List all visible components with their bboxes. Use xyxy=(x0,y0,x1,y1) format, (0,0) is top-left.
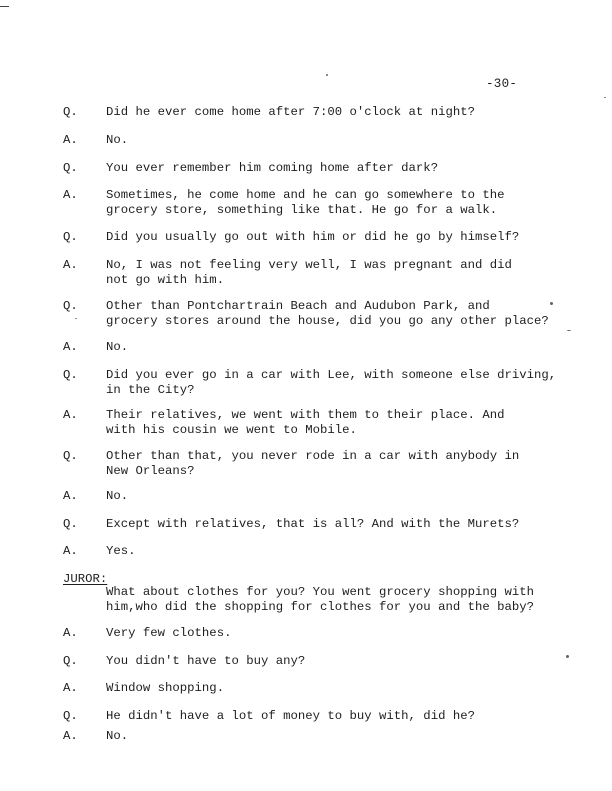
testimony-text: Window shopping. xyxy=(106,681,225,695)
scan-speck xyxy=(326,74,328,76)
testimony-text: He didn't have a lot of money to buy with, did he? xyxy=(106,709,475,723)
speaker-marker: Q. xyxy=(63,709,78,723)
testimony-text: Did you usually go out with him or did he go by himself? xyxy=(106,230,520,244)
speaker-marker: A. xyxy=(63,133,78,147)
testimony-text: Except with relatives, that is all? And with the Murets? xyxy=(106,517,520,531)
speaker-marker: A. xyxy=(63,408,78,422)
scan-speck xyxy=(75,318,77,319)
speaker-marker: Q. xyxy=(63,299,78,313)
testimony-text: No. xyxy=(106,133,129,147)
testimony-text: No. xyxy=(106,489,129,503)
speaker-marker: Q. xyxy=(63,230,78,244)
speaker-marker: Q. xyxy=(63,654,78,668)
scan-speck xyxy=(604,97,606,98)
speaker-marker: A. xyxy=(63,489,78,503)
speaker-marker: Q. xyxy=(63,105,78,119)
corner-mark xyxy=(0,6,9,7)
testimony-text: You ever remember him coming home after dark? xyxy=(106,161,439,175)
speaker-marker: A. xyxy=(63,729,78,743)
testimony-text: Very few clothes. xyxy=(106,626,232,640)
testimony-text: Yes. xyxy=(106,544,136,558)
testimony-text: Other than Pontchartrain Beach and Audubon Park, and grocery stores around the house, did you go any other place? xyxy=(106,299,549,328)
speaker-marker: Q. xyxy=(63,449,78,463)
page-number: -30- xyxy=(486,77,518,91)
speaker-marker: Q. xyxy=(63,161,78,175)
testimony-text: Other than that, you never rode in a car with anybody in New Orleans? xyxy=(106,449,520,478)
testimony-text: You didn't have to buy any? xyxy=(106,654,306,668)
speaker-marker: A. xyxy=(63,340,78,354)
speaker-marker: Q. xyxy=(63,517,78,531)
speaker-marker: A. xyxy=(63,188,78,202)
speaker-marker: Q. xyxy=(63,368,78,382)
testimony-text: Did he ever come home after 7:00 o'clock at night? xyxy=(106,105,475,119)
scan-speck xyxy=(550,302,553,305)
juror-text: What about clothes for you? You went grocery shopping with him,who did the shopping for clothes for you and the baby? xyxy=(106,585,535,614)
speaker-marker: A. xyxy=(63,544,78,558)
scan-speck xyxy=(566,655,569,658)
testimony-text: No, I was not feeling very well, I was pregnant and did not go with him. xyxy=(106,258,512,287)
testimony-text: Their relatives, we went with them to their place. And with his cousin we went to Mobile. xyxy=(106,408,505,437)
scan-speck xyxy=(567,330,571,331)
testimony-text: Did you ever go in a car with Lee, with someone else driving, in the City? xyxy=(106,368,557,397)
juror-label: JUROR: xyxy=(63,572,108,586)
speaker-marker: A. xyxy=(63,626,78,640)
testimony-text: No. xyxy=(106,729,129,743)
testimony-text: Sometimes, he come home and he can go somewhere to the grocery store, something like that. He go for a walk. xyxy=(106,188,505,217)
testimony-text: No. xyxy=(106,340,129,354)
speaker-marker: A. xyxy=(63,681,78,695)
speaker-marker: A. xyxy=(63,258,78,272)
